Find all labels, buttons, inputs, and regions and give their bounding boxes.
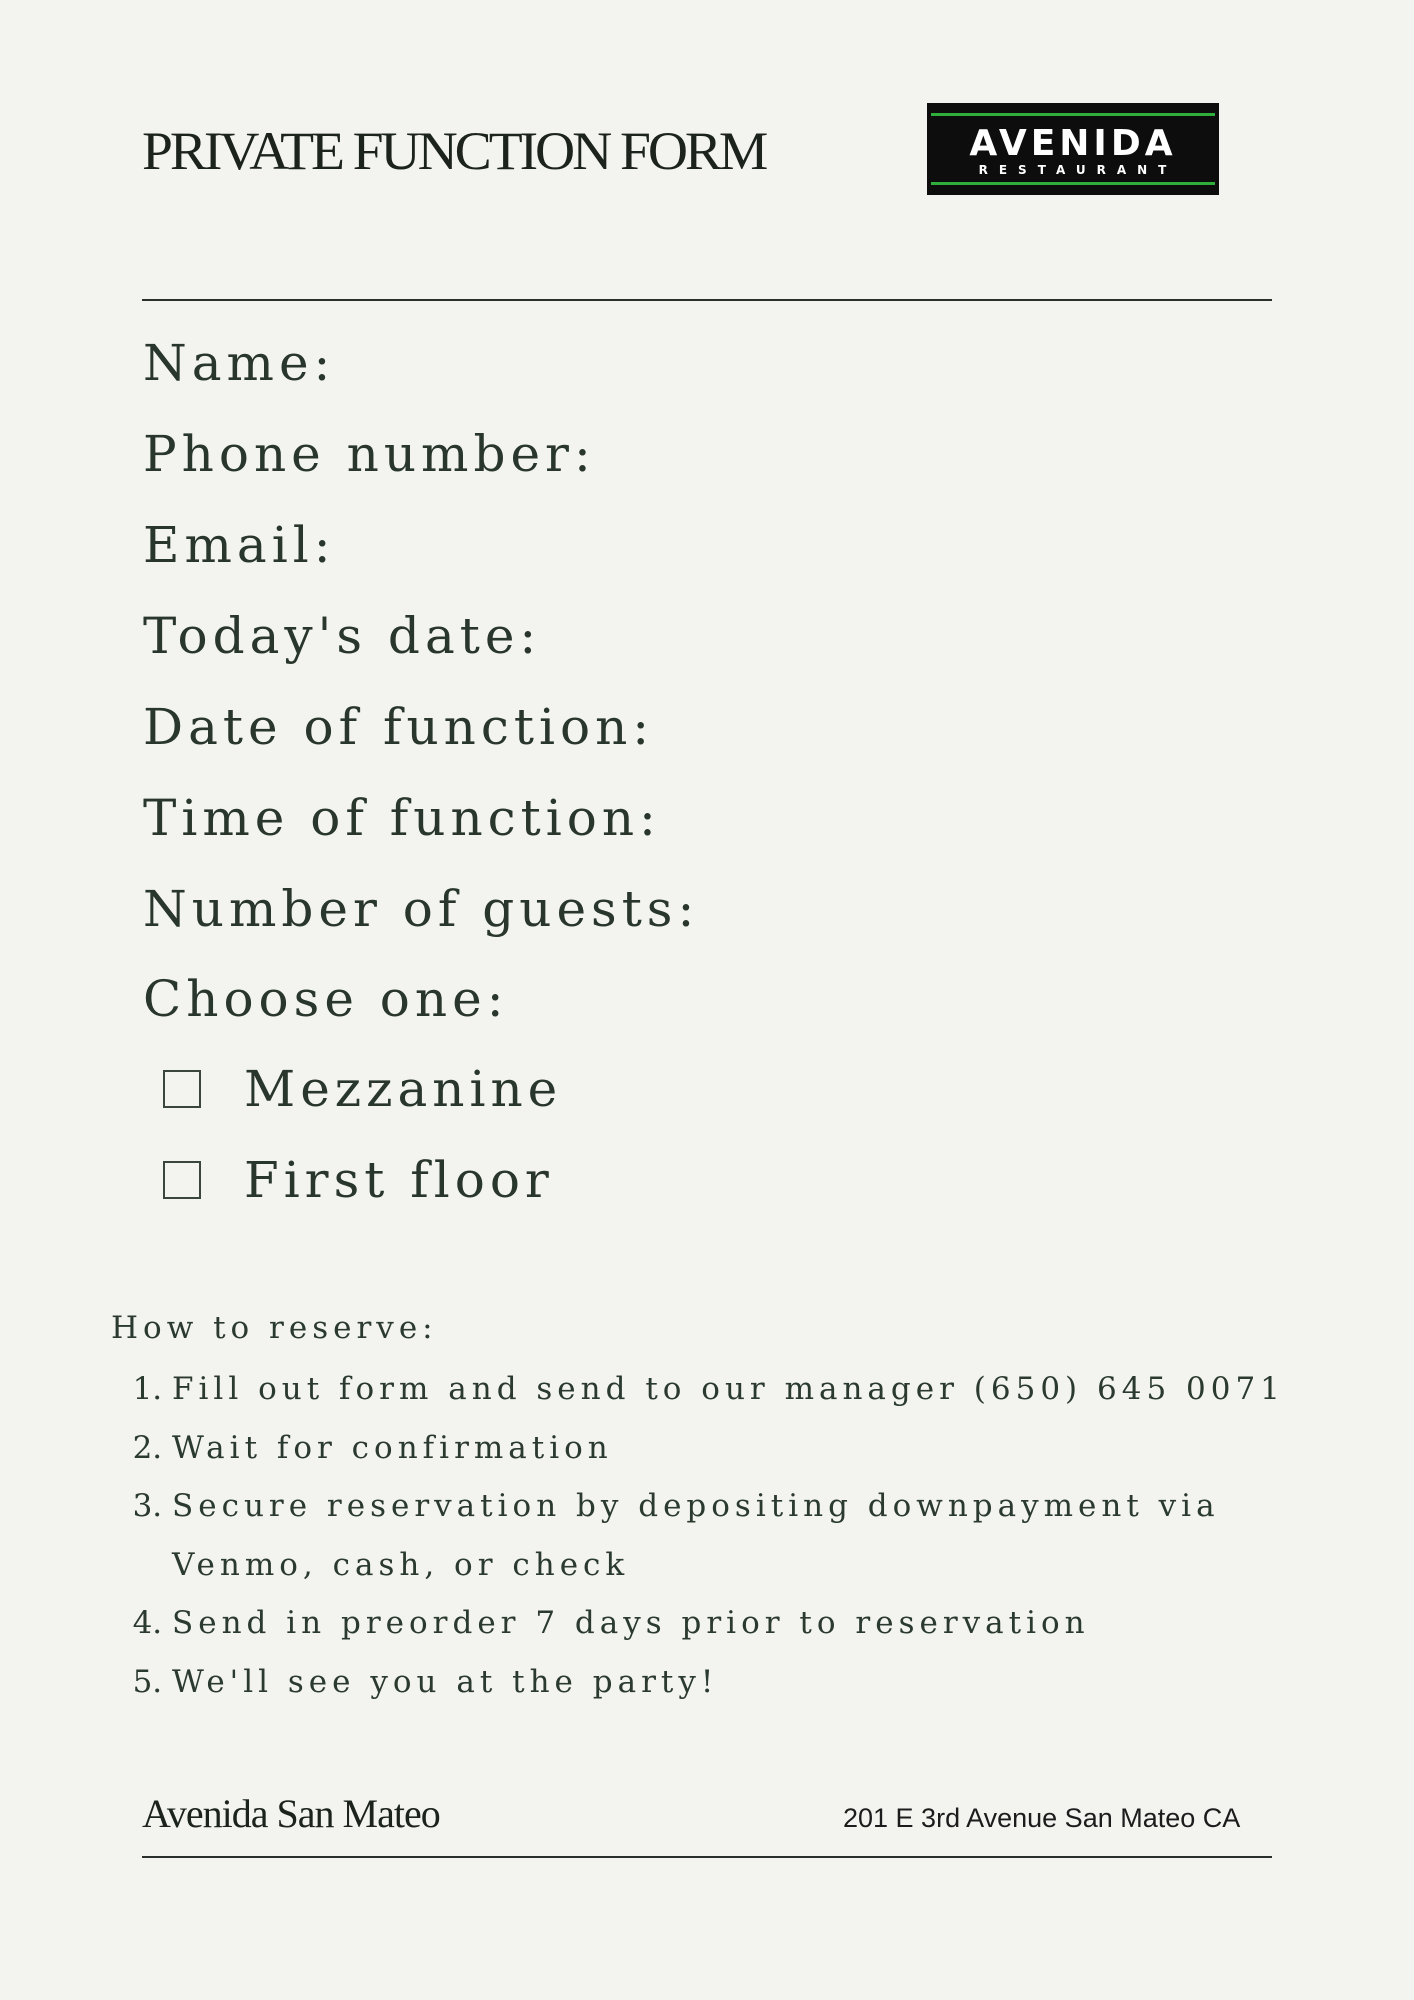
first-floor-label: First floor	[244, 1151, 554, 1209]
page-title: PRIVATE FUNCTION FORM	[142, 121, 766, 181]
list-item: 5. We'll see you at the party!	[172, 1653, 1312, 1712]
reservation-steps	[172, 1360, 1312, 1711]
header-divider	[142, 299, 1272, 301]
name-field-label[interactable]: Name:	[143, 334, 336, 392]
list-item: 3. Secure reservation by depositing downpayment via Venmo, cash, or check	[172, 1477, 1312, 1594]
mezzanine-checkbox[interactable]	[163, 1070, 201, 1108]
list-item: 2. Wait for confirmation	[172, 1419, 1312, 1478]
option-first-floor[interactable]	[163, 1150, 554, 1210]
phone-field-label[interactable]: Phone number:	[143, 425, 596, 483]
option-mezzanine[interactable]	[163, 1059, 562, 1119]
logo-name: AVENIDA	[969, 123, 1177, 164]
mezzanine-label: Mezzanine	[244, 1060, 563, 1118]
logo-top-stripe	[931, 113, 1215, 116]
how-to-reserve-heading: How to reserve:	[111, 1310, 438, 1346]
function-time-field-label[interactable]: Time of function:	[143, 789, 661, 847]
avenida-logo	[927, 103, 1219, 195]
footer-restaurant-name: Avenida San Mateo	[142, 1791, 440, 1836]
footer-address: 201 E 3rd Avenue San Mateo CA	[843, 1803, 1241, 1833]
logo-bottom-stripe	[931, 182, 1215, 185]
footer-divider	[142, 1856, 1272, 1858]
email-field-label[interactable]: Email:	[143, 516, 336, 574]
first-floor-checkbox[interactable]	[163, 1161, 201, 1199]
todays-date-field-label[interactable]: Today's date:	[143, 607, 542, 665]
choose-one-label: Choose one:	[143, 970, 509, 1028]
guest-count-field-label[interactable]: Number of guests:	[143, 880, 700, 938]
logo-subtitle: RESTAURANT	[978, 163, 1178, 177]
list-item: 4. Send in preorder 7 days prior to reservation	[172, 1594, 1312, 1653]
list-item: 1. Fill out form and send to our manager (650) 645 0071	[172, 1360, 1312, 1419]
function-date-field-label[interactable]: Date of function:	[143, 698, 655, 756]
